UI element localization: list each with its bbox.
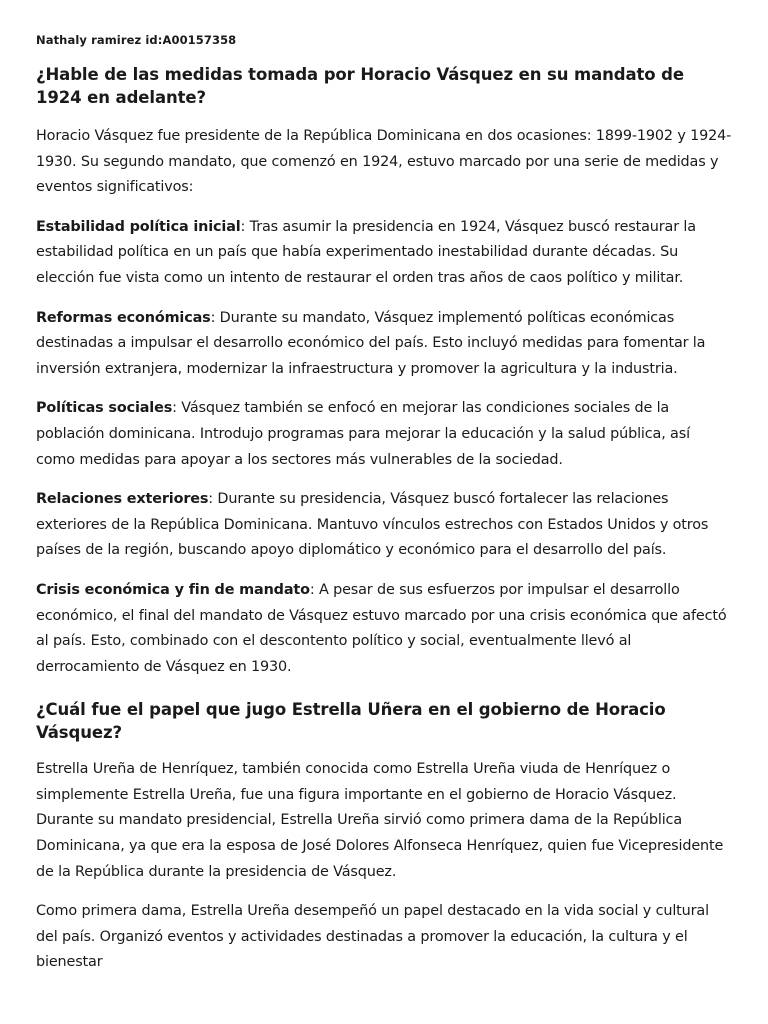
author-line: Nathaly ramirez id:A00157358 — [36, 33, 237, 47]
question-1-heading: ¿Hable de las medidas tomada por Horacio Vásquez en su mandato de 1924 en adelante? — [36, 65, 684, 107]
measure-term: Estabilidad política inicial — [36, 218, 241, 235]
measure-paragraph — [36, 487, 732, 564]
measure-term: Crisis económica y fin de mandato — [36, 581, 310, 598]
measure-paragraph — [36, 396, 732, 473]
question-2-heading: ¿Cuál fue el papel que jugo Estrella Uñera en el gobierno de Horacio Vásquez? — [36, 700, 666, 743]
measure-term: Reformas económicas — [36, 309, 211, 326]
measure-text: : Tras asumir la presidencia en 1924, Vásquez buscó restaurar la estabilidad política en un país que había experimentado inestabilidad durante décadas. Su elección fue vista como un intento de restaurar el orden tras años de caos político y militar. — [36, 218, 696, 286]
measure-text: : Durante su mandato, Vásquez implementó políticas económicas destinadas a impulsar el desarrollo económico del país. Esto incluyó medidas para fomentar la inversión extranjera, modernizar la infraestructura y promover la agricultura y la industria. — [36, 309, 706, 377]
measure-text: : A pesar de sus esfuerzos por impulsar el desarrollo económico, el final del mandato de Vásquez estuvo marcado por una crisis económica que afectó al país. Esto, combinado con el descontento político y social, eventualmente llevó al derrocamiento de Vásquez en 1930. — [36, 581, 727, 675]
intro-paragraph: Horacio Vásquez fue presidente de la República Dominicana en dos ocasiones: 1899-1902 y 1924-1930. Su segundo mandato, que comenzó en 1924, estuvo marcado por una serie de medidas y eventos significativos: — [36, 128, 732, 196]
answer-2-paragraph: Estrella Ureña de Henríquez, también conocida como Estrella Ureña viuda de Henríquez o simplemente Estrella Ureña, fue una figura importante en el gobierno de Horacio Vásquez. Durante su mandato presidencial, Estrella Ureña sirvió como primera dama de la República Dominicana, ya que era la esposa de José Dolores Alfonseca Henríquez, quien fue Vicepresidente de la República durante la presidencia de Vásquez. — [36, 761, 724, 880]
measure-term: Relaciones exteriores — [36, 491, 209, 508]
answer-2-paragraph: Como primera dama, Estrella Ureña desempeñó un papel destacado en la vida social y cultural del país. Organizó eventos y actividades destinadas a promover la educación, la cultura y el bienestar — [36, 903, 709, 971]
measure-paragraph — [36, 215, 732, 292]
measure-paragraph — [36, 578, 732, 680]
measure-text: : Vásquez también se enfocó en mejorar las condiciones sociales de la población dominicana. Introdujo programas para mejorar la educación y la salud pública, así como medidas para apoyar a los sectores más vulnerables de la sociedad. — [36, 400, 690, 468]
measure-text: : Durante su presidencia, Vásquez buscó fortalecer las relaciones exteriores de la República Dominicana. Mantuvo vínculos estrechos con Estados Unidos y otros países de la región, buscando apoyo diplomático y económico para el desarrollo del país. — [36, 491, 709, 559]
measure-term: Políticas sociales — [36, 400, 173, 417]
measure-paragraph — [36, 306, 732, 383]
